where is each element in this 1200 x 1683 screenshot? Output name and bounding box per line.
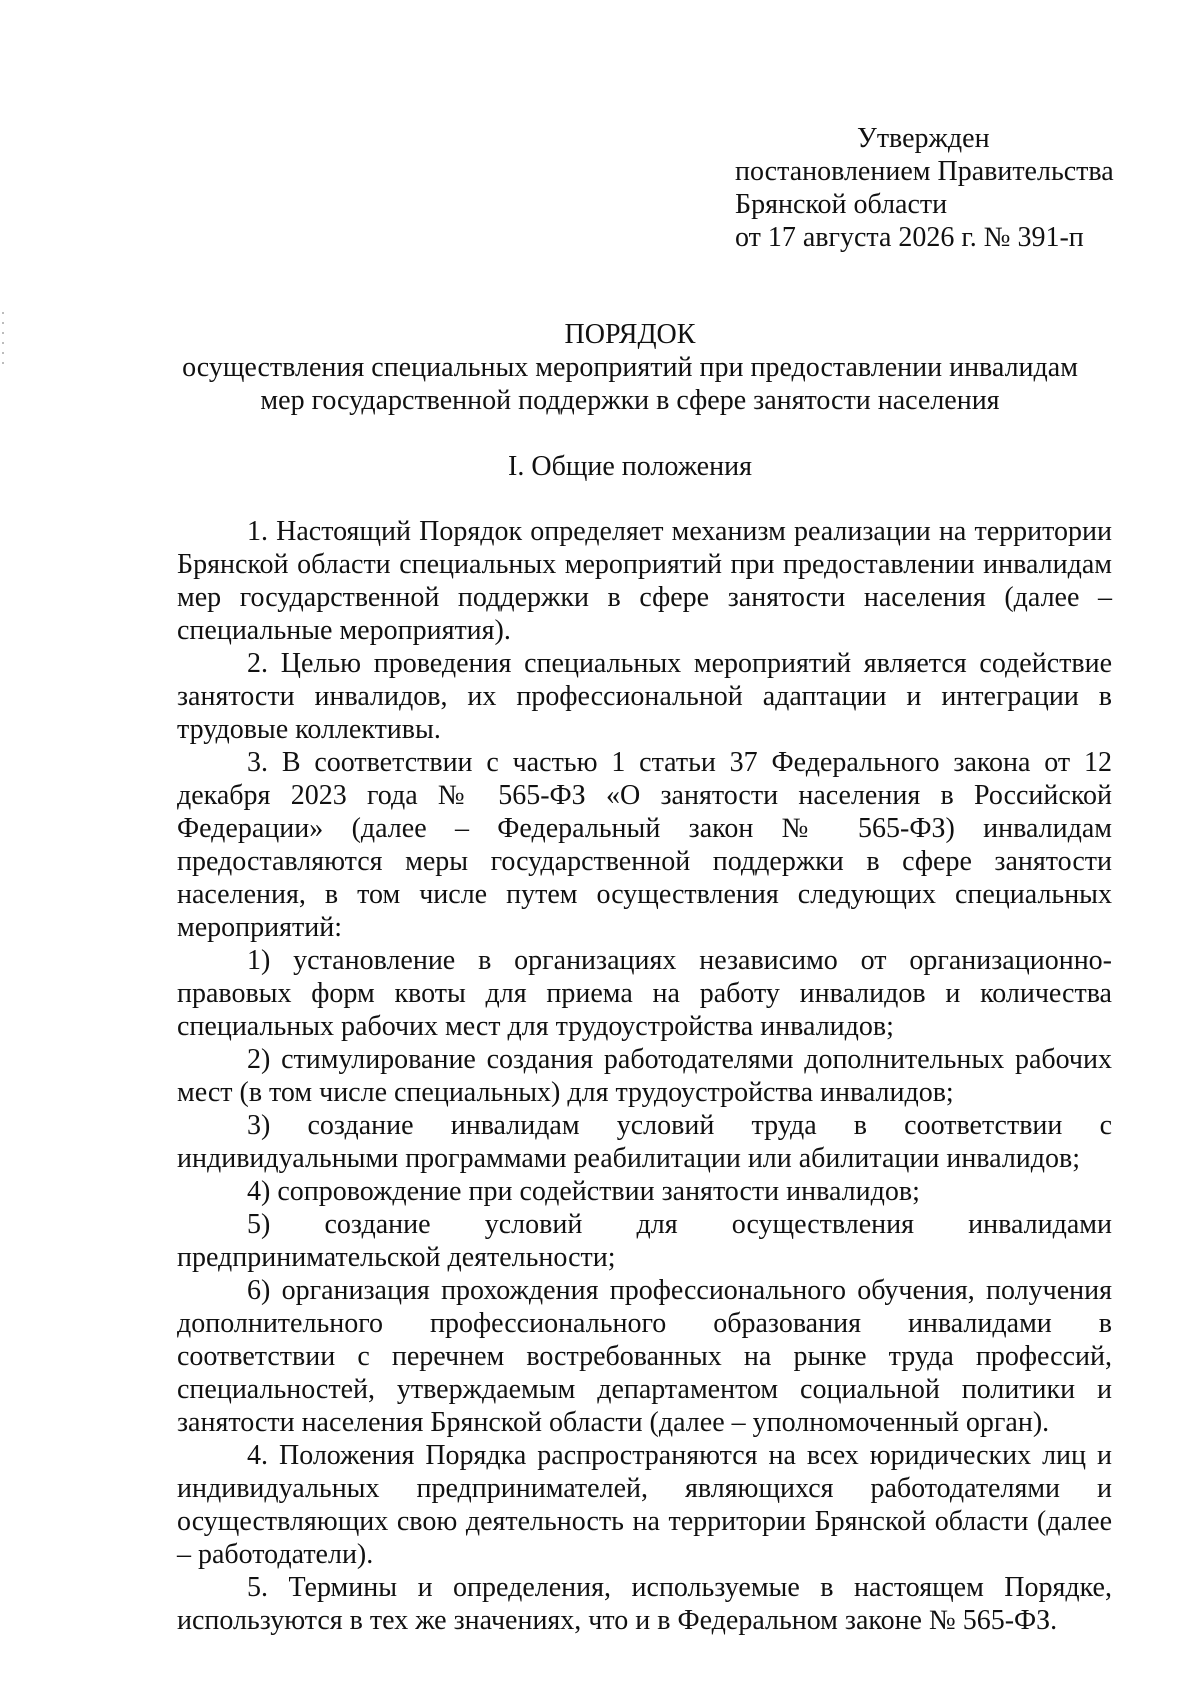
- paragraph-5: 5. Термины и определения, используемые в настоящем Порядке, используются в тех же значениях, что и в Федеральном законе № 565-ФЗ.: [177, 1572, 1112, 1636]
- document-subtitle-line-2: мер государственной поддержки в сфере занятости населения: [260, 385, 1000, 416]
- list-item-5: 5) создание условий для осуществления инвалидами предпринимательской деятельности;: [177, 1209, 1112, 1273]
- list-item-3: 3) создание инвалидам условий труда в соответствии с индивидуальными программами реабилитации или абилитации инвалидов;: [177, 1110, 1112, 1174]
- approval-line-2: постановлением Правительства: [735, 156, 1114, 187]
- list-item-6: 6) организация прохождения профессионального обучения, получения дополнительного профессионального образования инвалидами в соответствии с перечнем востребованных на рынке труда профессий, специальностей, утверждаемым департаментом социальной политики и занятости населения Брянской области (далее – уполномоченный орган).: [177, 1275, 1112, 1438]
- document-title-block: [150, 318, 1110, 417]
- paragraph-1: 1. Настоящий Порядок определяет механизм реализации на территории Брянской области специальных мероприятий при предоставлении инвалидам мер государственной поддержки в сфере занятости населения (далее – специальные мероприятия).: [177, 516, 1112, 646]
- approval-stamp: [735, 122, 1135, 254]
- approval-line-4: от 17 августа 2026 г. № 391-п: [735, 222, 1084, 253]
- document-subtitle-line-1: осуществления специальных мероприятий при предоставлении инвалидам: [182, 352, 1078, 383]
- approval-line-3: Брянской области: [735, 189, 948, 220]
- list-item-1: 1) установление в организациях независимо от организационно-правовых форм квоты для приема на работу инвалидов и количества специальных рабочих мест для трудоустройства инвалидов;: [177, 945, 1112, 1042]
- section-heading: I. Общие положения: [508, 451, 752, 482]
- paragraph-4: 4. Положения Порядка распространяются на всех юридических лиц и индивидуальных предпринимателей, являющихся работодателями и осуществляющих свою деятельность на территории Брянской области (далее – работодатели).: [177, 1440, 1112, 1570]
- list-item-4: 4) сопровождение при содействии занятости инвалидов;: [247, 1176, 920, 1207]
- paragraph-3: 3. В соответствии с частью 1 статьи 37 Федерального закона от 12 декабря 2023 года № 565-ФЗ «О занятости населения в Российской Федерации» (далее – Федеральный закон № 565-ФЗ) инвалидам предоставляются меры государственной поддержки в сфере занятости населения, в том числе путем осуществления следующих специальных мероприятий:: [177, 747, 1112, 943]
- approval-line-1: Утвержден: [857, 123, 990, 154]
- scan-edge-marks: [2, 312, 5, 372]
- list-item-2: 2) стимулирование создания работодателями дополнительных рабочих мест (в том числе специальных) для трудоустройства инвалидов;: [177, 1044, 1112, 1108]
- document-title: ПОРЯДОК: [564, 319, 696, 350]
- document-body: [177, 515, 1112, 1637]
- paragraph-2: 2. Целью проведения специальных мероприятий является содействие занятости инвалидов, их профессиональной адаптации и интеграции в трудовые коллективы.: [177, 648, 1112, 745]
